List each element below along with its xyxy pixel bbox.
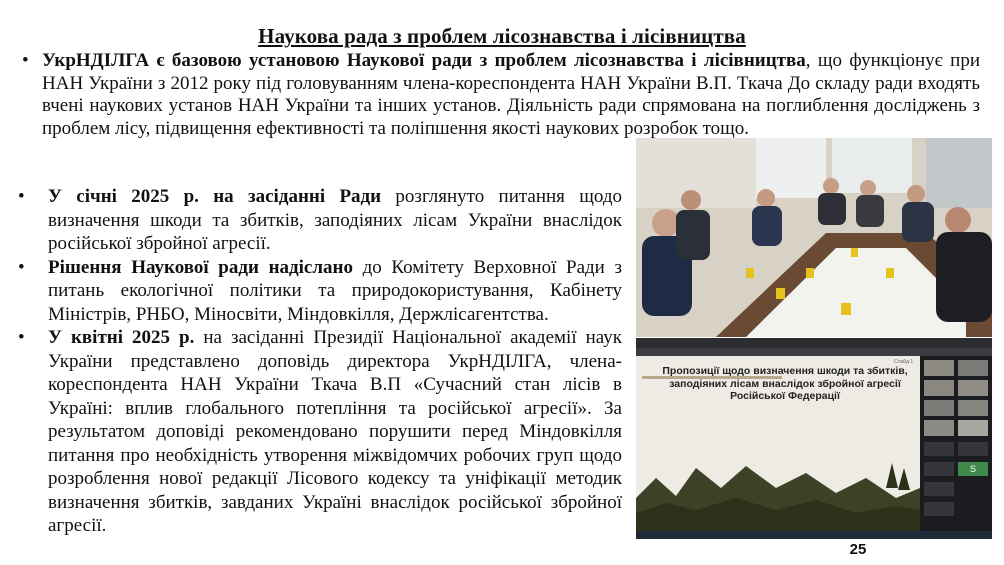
- participant-initial: S: [969, 464, 976, 474]
- bullet: •: [18, 327, 25, 348]
- video-conference-screenshot: [636, 338, 992, 539]
- list-item: [18, 256, 622, 327]
- slide-title: Наукова рада з проблем лісознавства і лісівництва: [258, 24, 746, 48]
- bullet: •: [18, 186, 25, 207]
- intro-text: , що функціонує при НАН України з 2012 року під головуванням члена-кореспондента НАН України В.П. Ткача До складу ради входять вчені наукових установ НАН України та інших установ. Діяльність ради спрямована на поглиблення досліджень з проблем лісу, підвищення ефективності та поліпшення якості наукових розробок тощо.: [42, 50, 981, 139]
- page-number: 25: [849, 541, 867, 558]
- point-text: до Комітету Верховної Ради з питань екологічної політики та природокористування, Кабінету Міністрів, РНБО, Міносвіти, Міндовкілля, Держлісагентства.: [48, 256, 622, 325]
- conference-slide-label: Слайд 1: [894, 359, 914, 365]
- bullet: •: [18, 256, 25, 278]
- list-item: [18, 185, 622, 256]
- list-item: [18, 326, 622, 538]
- point-bold: Рішення Наукової ради надіслано: [48, 256, 353, 278]
- point-text: на засіданні Президії Національної академії наук України представлено доповідь директора УкрНДІЛГА, члена-кореспондента НАН України Ткача В.П «Сучасний стан лісів в Україні: вплив глобального потепління та російської агресії». За результатом доповіді рекомендовано порушити перед Міндовкілля питання про необхідність утворення міжвідомчих робочих груп щодо розроблення нової редакції Лісового кодексу та уніфікації методик визначення збитків, завданих Україні внаслідок російської збройної агресії.: [48, 327, 622, 536]
- point-bold: У квітні 2025 р.: [48, 327, 195, 348]
- intro-bold: УкрНДІЛГА є базовою установою Наукової ради з проблем лісознавства і лісівництва: [42, 50, 806, 71]
- meeting-photo: [636, 138, 992, 337]
- intro-paragraph: [22, 50, 980, 140]
- meeting-photo-illustration: [636, 138, 992, 337]
- bullet-list: [18, 185, 622, 538]
- bullet: •: [22, 50, 29, 71]
- conference-slide-title: Пропозиції щодо визначення шкоди та збитків, заподіяних лісам внаслідок збройної агресії Російської Федерації: [662, 365, 908, 402]
- point-text: розглянуто питання щодо визначення шкоди та збитків, заподіяних лісам України внаслідок російської збройної агресії.: [48, 186, 622, 254]
- point-bold: У січні 2025 р. на засіданні Ради: [48, 186, 382, 207]
